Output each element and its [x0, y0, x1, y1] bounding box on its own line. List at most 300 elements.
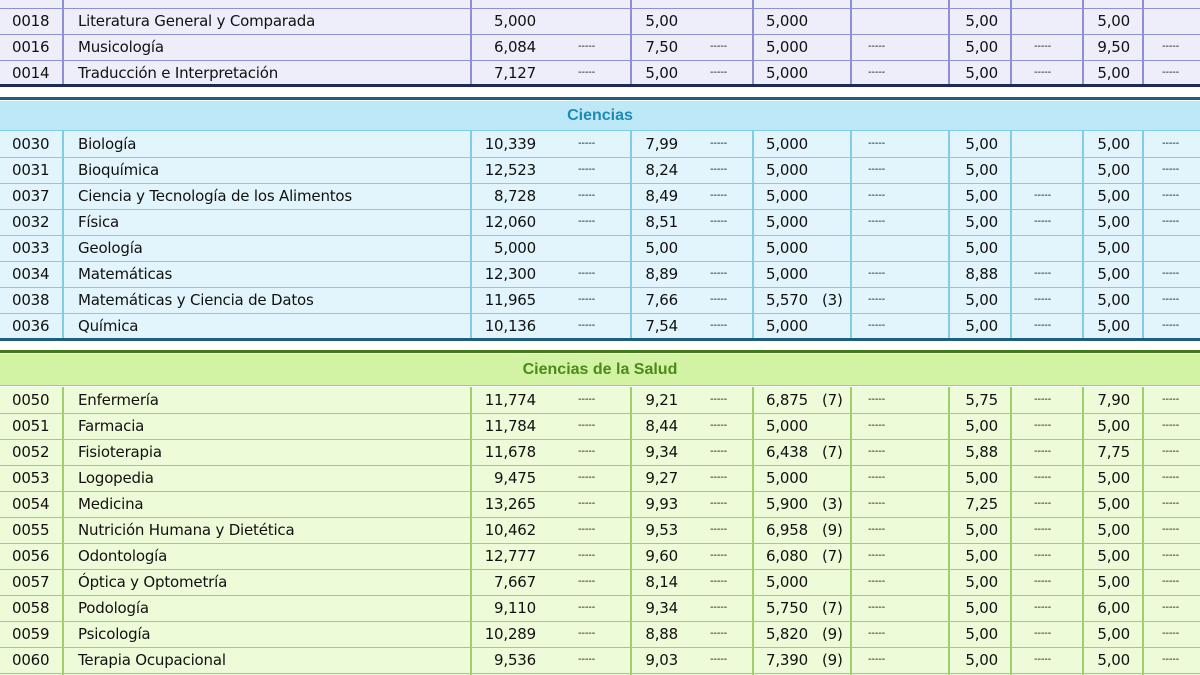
dash-cell	[1034, 157, 1064, 183]
table-row	[0, 34, 1200, 60]
table-row	[0, 491, 1200, 517]
grade-value: 7,66	[645, 291, 678, 309]
dash-cell: -----	[578, 498, 596, 509]
table-row	[0, 439, 1200, 465]
table-row	[0, 387, 1200, 413]
dash-cell: -----	[1162, 320, 1180, 331]
dash-cell: -----	[578, 654, 596, 665]
section-title: Ciencias de la Salud	[522, 361, 678, 378]
dash-cell: -----	[1162, 498, 1180, 509]
footnote-ref	[822, 569, 846, 595]
grade-value: 5,00	[965, 317, 998, 335]
degree-name: Química	[78, 317, 139, 335]
grade-value: 5,00	[1097, 317, 1130, 335]
dash-cell	[578, 8, 608, 34]
grade-value: 5,00	[1097, 521, 1130, 539]
grade-value: 5,00	[965, 12, 998, 30]
grade-value: 5,00	[965, 625, 998, 643]
table-row	[0, 595, 1200, 621]
dash-cell: -----	[1034, 628, 1052, 639]
dash-cell: -----	[1034, 576, 1052, 587]
grade-value: 5,00	[1097, 187, 1130, 205]
grade-value: 9,03	[645, 651, 678, 669]
section-bottom-rule	[0, 84, 1200, 87]
degree-name: Física	[78, 213, 120, 231]
degree-code: 0032	[12, 213, 50, 231]
dash-cell: -----	[710, 268, 728, 279]
dash-cell: -----	[1162, 138, 1180, 149]
footnote-ref	[822, 8, 846, 34]
degree-code: 0050	[12, 391, 50, 409]
degree-code: 0018	[12, 12, 50, 30]
section-top-rule	[0, 97, 1200, 100]
cutoff-value: 8,728	[494, 187, 536, 205]
dash-cell	[578, 235, 608, 261]
dash-cell: -----	[578, 420, 596, 431]
dash-cell: -----	[710, 550, 728, 561]
dash-cell: -----	[1034, 394, 1052, 405]
grade-value: 8,44	[645, 417, 678, 435]
dash-cell: -----	[710, 138, 728, 149]
grade-value: 5,00	[965, 64, 998, 82]
grade-value: 5,00	[645, 239, 678, 257]
dash-cell: -----	[578, 190, 596, 201]
dash-cell: -----	[578, 41, 596, 52]
cutoff-value: 12,777	[484, 547, 536, 565]
dash-cell	[710, 8, 740, 34]
dash-cell: -----	[1162, 446, 1180, 457]
grade-value: 5,00	[965, 651, 998, 669]
dash-cell: -----	[868, 550, 886, 561]
degree-code: 0051	[12, 417, 50, 435]
footnote-ref: (7)	[822, 443, 843, 461]
cutoff-value: 11,784	[484, 417, 536, 435]
table-row	[0, 209, 1200, 235]
degree-code: 0059	[12, 625, 50, 643]
degree-code: 0031	[12, 161, 50, 179]
footnote-ref	[822, 34, 846, 60]
table-row	[0, 569, 1200, 595]
footnote-ref: (3)	[822, 291, 843, 309]
dash-cell: -----	[868, 628, 886, 639]
degree-name: Matemáticas	[78, 265, 173, 283]
dash-cell: -----	[1034, 420, 1052, 431]
dash-cell: -----	[1162, 41, 1180, 52]
footnote-ref	[822, 183, 846, 209]
degree-code: 0058	[12, 599, 50, 617]
dash-cell: -----	[868, 268, 886, 279]
footnote-ref: (7)	[822, 599, 843, 617]
grade-value: 5,00	[965, 161, 998, 179]
grade-value: 5,00	[965, 469, 998, 487]
dash-cell: -----	[1162, 190, 1180, 201]
grade-value: 5,00	[1097, 135, 1130, 153]
dash-cell: -----	[578, 216, 596, 227]
grade-value: 7,90	[1097, 391, 1130, 409]
degree-name: Óptica y Optometría	[78, 573, 228, 591]
degree-name: Odontología	[78, 547, 168, 565]
dash-cell: -----	[1162, 268, 1180, 279]
dash-cell: -----	[868, 498, 886, 509]
dash-cell: -----	[710, 190, 728, 201]
footnote-ref	[822, 235, 846, 261]
grade-value: 8,88	[965, 265, 998, 283]
grade-value: 8,89	[645, 265, 678, 283]
dash-cell: -----	[578, 294, 596, 305]
degree-code: 0054	[12, 495, 50, 513]
degree-name: Terapia Ocupacional	[78, 651, 226, 669]
dash-cell: -----	[1034, 190, 1052, 201]
cutoff-value: 10,289	[484, 625, 536, 643]
dash-cell: -----	[1034, 524, 1052, 535]
cutoff-value: 5,000	[494, 239, 536, 257]
table-row	[0, 60, 1200, 86]
dash-cell: -----	[868, 190, 886, 201]
degree-name: Bioquímica	[78, 161, 160, 179]
grade-value: 7,25	[965, 495, 998, 513]
score-value: 5,570	[766, 291, 808, 309]
grade-value: 7,99	[645, 135, 678, 153]
dash-cell: -----	[710, 41, 728, 52]
dash-cell: -----	[868, 216, 886, 227]
dash-cell: -----	[1162, 550, 1180, 561]
grade-value: 5,00	[1097, 651, 1130, 669]
grade-value: 9,34	[645, 599, 678, 617]
cutoff-value: 7,667	[494, 573, 536, 591]
dash-cell: -----	[710, 320, 728, 331]
table-row	[0, 517, 1200, 543]
grade-value: 7,54	[645, 317, 678, 335]
degree-code: 0037	[12, 187, 50, 205]
degree-name: Geología	[78, 239, 143, 257]
score-value: 6,958	[766, 521, 808, 539]
cutoff-value: 7,127	[494, 64, 536, 82]
grade-value: 5,00	[1097, 625, 1130, 643]
degree-code: 0038	[12, 291, 50, 309]
score-value: 5,000	[766, 187, 808, 205]
cutoff-value: 12,300	[484, 265, 536, 283]
dash-cell	[1162, 8, 1192, 34]
dash-cell: -----	[1034, 320, 1052, 331]
dash-cell: -----	[578, 67, 596, 78]
grade-value: 5,00	[645, 64, 678, 82]
dash-cell: -----	[710, 164, 728, 175]
degree-code: 0014	[12, 64, 50, 82]
cutoff-value: 11,965	[484, 291, 536, 309]
cutoff-value: 12,060	[484, 213, 536, 231]
degree-name: Logopedia	[78, 469, 154, 487]
section-top-rule	[0, 350, 1200, 353]
dash-cell: -----	[1162, 420, 1180, 431]
dash-cell: -----	[868, 576, 886, 587]
dash-cell: -----	[1034, 654, 1052, 665]
dash-cell: -----	[1034, 41, 1052, 52]
grade-value: 9,93	[645, 495, 678, 513]
grade-value: 5,75	[965, 391, 998, 409]
dash-cell: -----	[578, 268, 596, 279]
degree-name: Ciencia y Tecnología de los Alimentos	[78, 187, 353, 205]
section-title: Ciencias	[567, 107, 633, 124]
dash-cell: -----	[1162, 294, 1180, 305]
score-value: 7,390	[766, 651, 808, 669]
footnote-ref	[822, 413, 846, 439]
score-value: 5,750	[766, 599, 808, 617]
dash-cell: -----	[578, 446, 596, 457]
dash-cell: -----	[1162, 654, 1180, 665]
dash-cell: -----	[710, 216, 728, 227]
degree-name: Podología	[78, 599, 149, 617]
degree-code: 0057	[12, 573, 50, 591]
footnote-ref: (9)	[822, 521, 843, 539]
score-value: 6,875	[766, 391, 808, 409]
degree-code: 0036	[12, 317, 50, 335]
score-value: 5,000	[766, 573, 808, 591]
grade-value: 9,60	[645, 547, 678, 565]
dash-cell	[1034, 131, 1064, 157]
degree-code: 0034	[12, 265, 50, 283]
dash-cell	[1162, 235, 1192, 261]
dash-cell: -----	[1034, 294, 1052, 305]
footnote-ref: (7)	[822, 547, 843, 565]
dash-cell: -----	[710, 472, 728, 483]
table-row	[0, 235, 1200, 261]
dash-cell: -----	[868, 67, 886, 78]
cutoff-value: 9,536	[494, 651, 536, 669]
score-value: 5,000	[766, 469, 808, 487]
score-value: 5,000	[766, 38, 808, 56]
degree-code: 0055	[12, 521, 50, 539]
degree-code: 0052	[12, 443, 50, 461]
dash-cell: -----	[578, 320, 596, 331]
degree-name: Nutrición Humana y Dietética	[78, 521, 295, 539]
degree-name: Enfermería	[78, 391, 159, 409]
score-value: 5,000	[766, 161, 808, 179]
table-row	[0, 465, 1200, 491]
score-value: 5,000	[766, 417, 808, 435]
footnote-ref	[822, 313, 846, 339]
dash-cell: -----	[578, 550, 596, 561]
cutoff-value: 13,265	[484, 495, 536, 513]
dash-cell: -----	[578, 394, 596, 405]
footnote-ref: (9)	[822, 651, 843, 669]
grade-value: 5,00	[1097, 291, 1130, 309]
grade-value: 7,50	[645, 38, 678, 56]
degree-name: Matemáticas y Ciencia de Datos	[78, 291, 314, 309]
dash-cell: -----	[578, 472, 596, 483]
dash-cell: -----	[578, 576, 596, 587]
table-row	[0, 621, 1200, 647]
dash-cell: -----	[710, 576, 728, 587]
grade-value: 5,88	[965, 443, 998, 461]
dash-cell: -----	[1162, 472, 1180, 483]
grade-value: 9,34	[645, 443, 678, 461]
score-value: 5,000	[766, 64, 808, 82]
dash-cell: -----	[710, 654, 728, 665]
score-value: 5,000	[766, 135, 808, 153]
table-row	[0, 287, 1200, 313]
degree-name: Musicología	[78, 38, 164, 56]
dash-cell: -----	[1162, 576, 1180, 587]
grade-value: 7,75	[1097, 443, 1130, 461]
dash-cell: -----	[868, 420, 886, 431]
grade-value: 9,53	[645, 521, 678, 539]
dash-cell: -----	[710, 498, 728, 509]
degree-code: 0056	[12, 547, 50, 565]
grade-value: 8,24	[645, 161, 678, 179]
score-value: 5,900	[766, 495, 808, 513]
cutoff-value: 10,462	[484, 521, 536, 539]
grade-value: 5,00	[1097, 573, 1130, 591]
dash-cell: -----	[1034, 602, 1052, 613]
cutoff-value: 9,110	[494, 599, 536, 617]
dash-cell	[1034, 8, 1064, 34]
footnote-ref: (7)	[822, 391, 843, 409]
score-value: 5,000	[766, 317, 808, 335]
grade-value: 9,50	[1097, 38, 1130, 56]
score-value: 6,080	[766, 547, 808, 565]
grade-value: 5,00	[965, 599, 998, 617]
degree-name: Traducción e Interpretación	[78, 64, 279, 82]
dash-cell: -----	[710, 67, 728, 78]
section-bottom-rule	[0, 338, 1200, 341]
dash-cell: -----	[578, 602, 596, 613]
table-row	[0, 8, 1200, 34]
table-row	[0, 543, 1200, 569]
dash-cell	[1034, 235, 1064, 261]
grade-value: 5,00	[965, 521, 998, 539]
row-divider	[0, 673, 1200, 674]
grade-value: 6,00	[1097, 599, 1130, 617]
cutoff-value: 10,339	[484, 135, 536, 153]
grade-value: 5,00	[1097, 213, 1130, 231]
dash-cell: -----	[1162, 164, 1180, 175]
cutoff-value: 9,475	[494, 469, 536, 487]
dash-cell: -----	[1162, 524, 1180, 535]
dash-cell: -----	[868, 654, 886, 665]
footnote-ref	[822, 209, 846, 235]
dash-cell	[710, 235, 740, 261]
grade-value: 5,00	[965, 213, 998, 231]
grade-value: 5,00	[1097, 417, 1130, 435]
dash-cell: -----	[710, 420, 728, 431]
dash-cell: -----	[868, 446, 886, 457]
table-row	[0, 413, 1200, 439]
dash-cell: -----	[868, 41, 886, 52]
dash-cell: -----	[1034, 550, 1052, 561]
table-row	[0, 313, 1200, 339]
cutoff-value: 12,523	[484, 161, 536, 179]
footnote-ref	[822, 60, 846, 86]
grade-value: 5,00	[965, 239, 998, 257]
grade-value: 8,51	[645, 213, 678, 231]
dash-cell: -----	[1034, 498, 1052, 509]
cutoff-value: 11,774	[484, 391, 536, 409]
dash-cell: -----	[710, 524, 728, 535]
degree-name: Literatura General y Comparada	[78, 12, 316, 30]
table-row	[0, 183, 1200, 209]
table-row	[0, 157, 1200, 183]
degree-name: Farmacia	[78, 417, 145, 435]
dash-cell: -----	[1034, 446, 1052, 457]
degree-code: 0033	[12, 239, 50, 257]
grade-value: 8,14	[645, 573, 678, 591]
grade-value: 9,21	[645, 391, 678, 409]
dash-cell: -----	[1034, 216, 1052, 227]
dash-cell	[868, 235, 898, 261]
dash-cell: -----	[868, 602, 886, 613]
degree-code: 0016	[12, 38, 50, 56]
grade-value: 5,00	[1097, 12, 1130, 30]
degree-name: Fisioterapia	[78, 443, 162, 461]
dash-cell: -----	[710, 294, 728, 305]
footnote-ref: (9)	[822, 625, 843, 643]
dash-cell: -----	[1034, 472, 1052, 483]
grade-value: 8,49	[645, 187, 678, 205]
cutoff-value: 6,084	[494, 38, 536, 56]
grade-value: 5,00	[1097, 495, 1130, 513]
score-value: 5,000	[766, 12, 808, 30]
dash-cell: -----	[710, 394, 728, 405]
grade-value: 5,00	[965, 573, 998, 591]
dash-cell: -----	[1034, 268, 1052, 279]
dash-cell: -----	[578, 164, 596, 175]
grade-value: 5,00	[1097, 64, 1130, 82]
dash-cell: -----	[710, 602, 728, 613]
degree-code: 0030	[12, 135, 50, 153]
grade-value: 5,00	[965, 547, 998, 565]
dash-cell: -----	[1162, 628, 1180, 639]
dash-cell: -----	[578, 138, 596, 149]
cutoff-value: 10,136	[484, 317, 536, 335]
dash-cell: -----	[868, 394, 886, 405]
dash-cell: -----	[868, 320, 886, 331]
grade-value: 5,00	[1097, 239, 1130, 257]
score-value: 5,000	[766, 213, 808, 231]
dash-cell: -----	[710, 446, 728, 457]
grade-value: 5,00	[965, 291, 998, 309]
grade-value: 5,00	[1097, 547, 1130, 565]
dash-cell: -----	[868, 472, 886, 483]
dash-cell: -----	[1162, 67, 1180, 78]
grade-value: 5,00	[645, 12, 678, 30]
footnote-ref	[822, 465, 846, 491]
score-value: 5,000	[766, 265, 808, 283]
dash-cell: -----	[1162, 602, 1180, 613]
score-value: 5,820	[766, 625, 808, 643]
dash-cell: -----	[1162, 394, 1180, 405]
footnote-ref	[822, 157, 846, 183]
footnote-ref	[822, 131, 846, 157]
dash-cell: -----	[1034, 67, 1052, 78]
degree-name: Biología	[78, 135, 137, 153]
dash-cell	[868, 8, 898, 34]
degree-name: Psicología	[78, 625, 151, 643]
grade-value: 5,00	[965, 135, 998, 153]
score-value: 6,438	[766, 443, 808, 461]
grade-value: 5,00	[1097, 265, 1130, 283]
grade-value: 8,88	[645, 625, 678, 643]
dash-cell: -----	[868, 164, 886, 175]
degree-code: 0053	[12, 469, 50, 487]
grade-value: 5,00	[965, 187, 998, 205]
table-row	[0, 131, 1200, 157]
footnote-ref	[822, 261, 846, 287]
score-value: 5,000	[766, 239, 808, 257]
cutoff-value: 11,678	[484, 443, 536, 461]
dash-cell: -----	[868, 294, 886, 305]
grade-value: 5,00	[965, 417, 998, 435]
grade-value: 5,00	[1097, 469, 1130, 487]
